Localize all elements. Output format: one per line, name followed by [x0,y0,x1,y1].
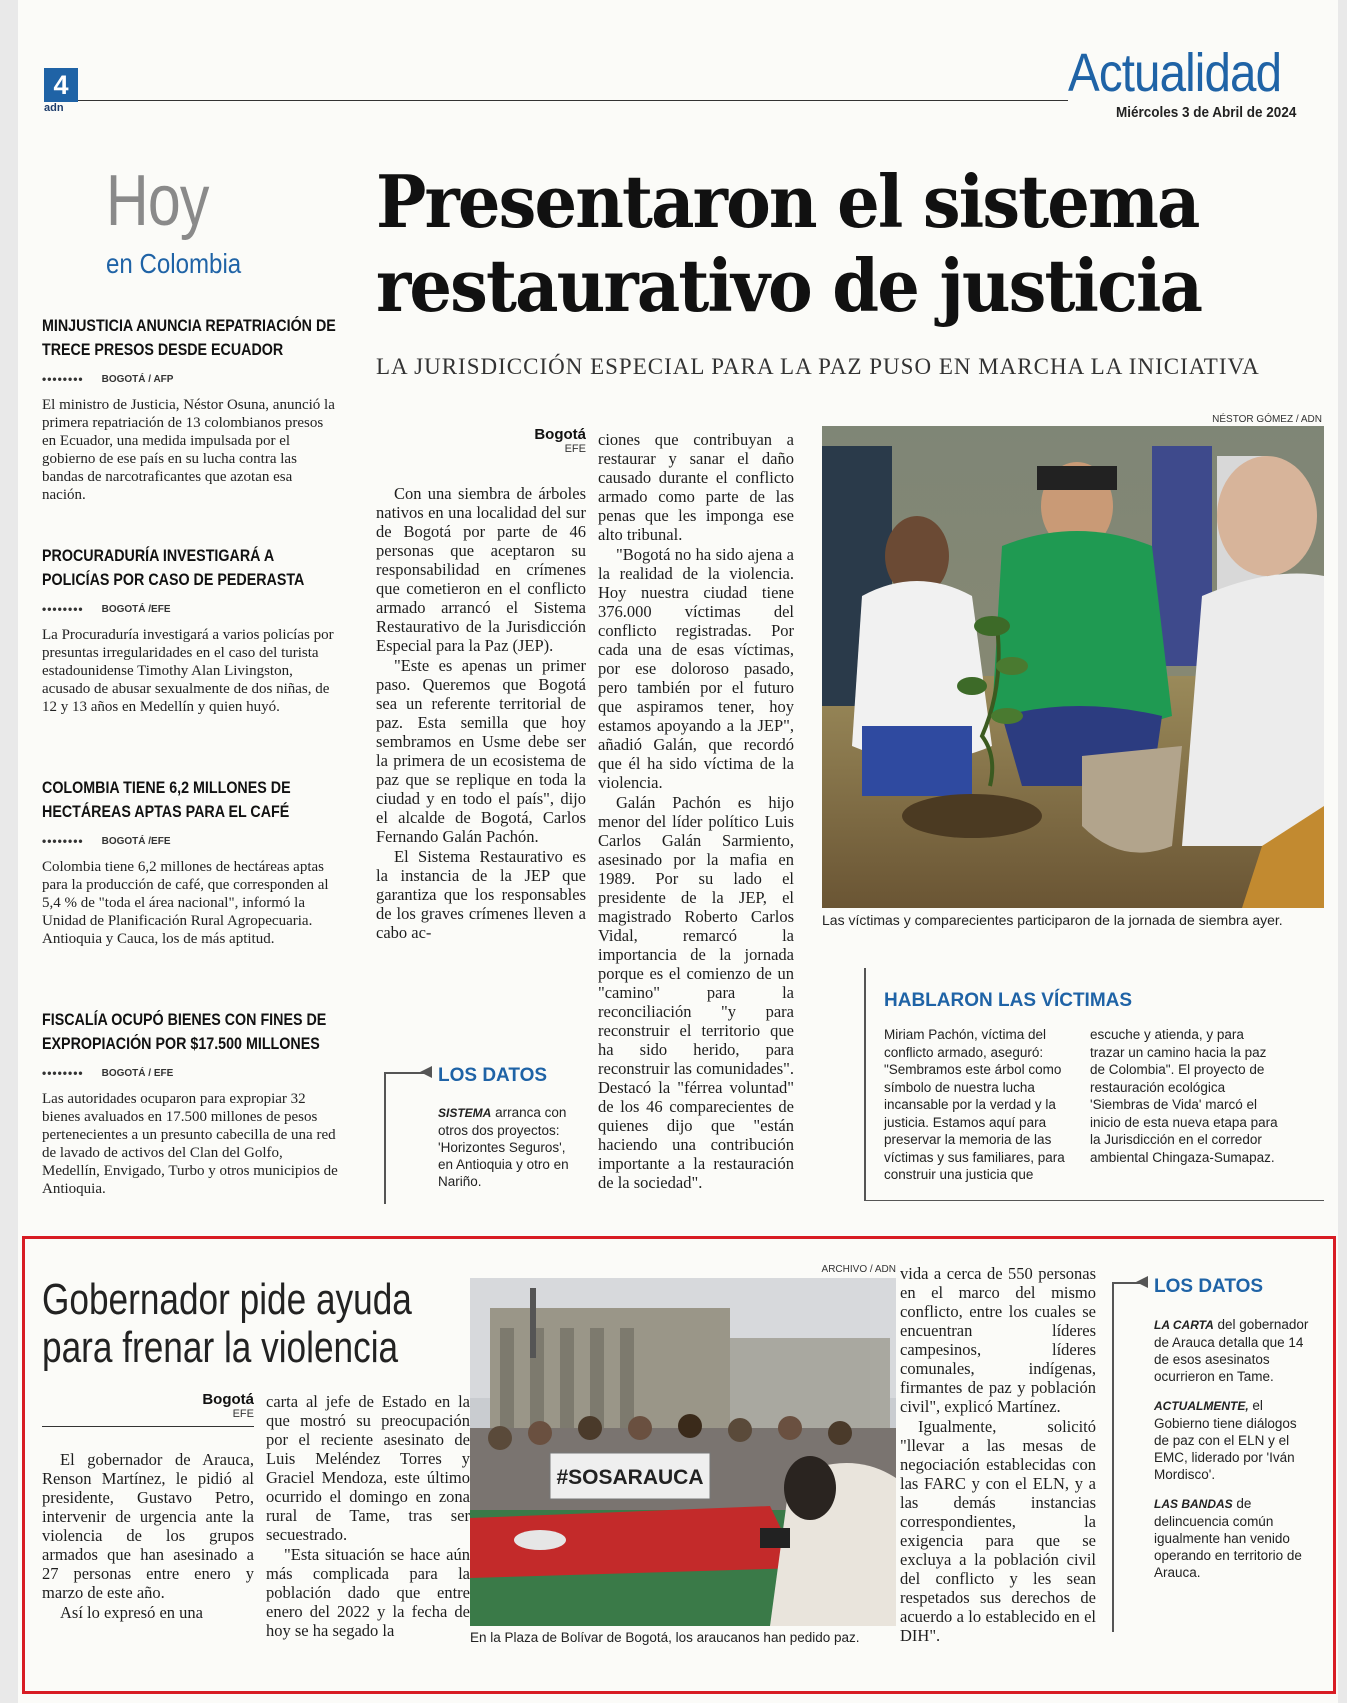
tree-planting-image [822,426,1324,908]
brief-body: Colombia tiene 6,2 millones de hectáreas aptas para la producción de café, que corresponden al 5,4 % de "toda el área nacional", informó la Unidad de Planificación Rural Agropecuaria. Antioquia y Cauca, los de más aptitud. [42,859,329,947]
datos-rule [384,1072,424,1074]
second-headline-line: Gobernador pide ayuda [42,1275,412,1324]
hablaron-column: Miriam Pachón, víctima del conflicto armado, aseguró: "Sembramos este árbol como símbolo de nuestra lucha incansable por la verdad y la justicia. Estamos aquí para preservar la memoria de las víctimas y sus familiares, para construir una justicia que [884,1027,1065,1182]
brief-item [42,776,338,948]
brief-headline: COLOMBIA TIENE 6,2 MILLONES DE HECTÁREAS APTAS PARA EL CAFÉ [42,778,291,821]
paragraph: Con una siembra de árboles nativos en una localidad del sur de Bogotá por parte de 46 personas que aceptaron su responsabilidad en crímenes que cometieron en el conflicto armado arrancó el Sistema Restaurativo de la Jurisdicción Especial para la Paz (JEP). [376,484,586,655]
paragraph: Igualmente, solicitó "llevar a las mesas de negociación establecidas con las FARC y con el ELN, y a las demás instancias correspondientes, la exigencia para que se excluya a la población civil del conflicto y les sean respetados sus derechos de acuerdo a lo establecido en el DIH". [900,1417,1096,1645]
byline-agency: EFE [232,1408,254,1420]
sidebar-title: Hoy [106,161,209,241]
brief-item [42,544,338,716]
article-column [900,1264,1096,1646]
issue-date: Miércoles 3 de Abril de 2024 [1116,104,1297,121]
brand-logo: adn [44,102,64,114]
brief-item [42,314,338,504]
hablaron-column: escuche y atienda, y para trazar un camino hacia la paz de Colombia". El proyecto de restauración ecológica 'Siembras de Vida' marcó el inicio de esta nueva etapa para la Jurisdicción en el corredor ambiental Chingaza-Sumapaz. [1090,1027,1278,1165]
datos-text: el Gobierno tiene diálogos de paz con el ELN y el EMC, liderado por 'Iván Mordisco'. [1154,1398,1297,1482]
datos-text: arranca con otros dos proyectos: 'Horizontes Seguros', en Antioquia y otro en Nariño. [438,1105,569,1189]
brief-headline: PROCURADURÍA INVESTIGARÁ A POLICÍAS POR CASO DE PEDERASTA [42,546,305,589]
article-column [266,1392,470,1641]
article-column [376,484,586,943]
main-photo [822,426,1324,908]
datos-heading: LOS DATOS [1154,1276,1264,1297]
page-number: 4 [44,68,78,102]
brief-source: BOGOTÁ /EFE [101,603,171,615]
datos-heading: LOS DATOS [438,1065,548,1086]
second-photo [470,1278,896,1626]
datos-item [1154,1397,1310,1483]
brief-body: La Procuraduría investigará a varios policías por presuntas irregularidades en el caso del turista estadounidense Timothy Alan Livingston, acusado de abusar sexualmente de dos niñas, de 12 y 13 años en Medellín y quien huyó. [42,627,334,715]
datos-lead: ACTUALMENTE, [1154,1399,1249,1413]
brief-body: Las autoridades ocuparon para expropiar 32 bienes avaluados en 17.500 millones de pesos pertenecientes a un presunto cabecilla de una red de lavado de activos del Clan del Golfo, Medellín, Envigado, Turbo y otros municipios de Antioquia. [42,1091,338,1197]
datos-text: de delincuencia común igualmente han venido operando en territorio de Arauca. [1154,1496,1302,1580]
main-headline [376,160,1201,328]
paragraph: "Esta situación se hace aún más complicada para la población dado que entre enero del 2022 y la fecha de hoy se ha segado la [266,1545,470,1640]
photo-caption: Las víctimas y comparecientes participaron de la jornada de siembra ayer. [822,912,1283,928]
paragraph: Así lo expresó en una [60,1603,203,1622]
datos-rule [1112,1282,1114,1632]
dotted-marker-icon: •••••••• [42,602,84,616]
datos-item [1154,1495,1310,1581]
hablaron-rule [864,968,866,1200]
datos-body [438,1104,574,1190]
main-headline-line: restaurativo de justicia [376,243,1202,328]
brief-body: El ministro de Justicia, Néstor Osuna, anunció la primera repatriación de 13 colombianos presos en Ecuador, una medida impulsada por el gobierno de ese país en su lucha contra las bandas de narcotraficantes que azotan esa nación. [42,397,335,503]
hablaron-heading: HABLARON LAS VÍCTIMAS [884,990,1133,1011]
paragraph: Galán Pachón es hijo menor del líder político Luis Carlos Galán Sarmiento, asesinado por la mafia en 1989. Por su lado el presidente de la JEP, el magistrado Roberto Carlos Vidal, remarcó la importancia de la jornada porque es el comienzo de un "camino" para la reconciliación "y para reconstruir el territorio que ha sido herido, para reconstruir las comunidades". Destacó la "férrea voluntad" de los 46 comparecientes de quienes dijo que "están haciendo una contribución importante a la restauración de la sociedad". [598,793,794,1192]
article-column [42,1450,254,1623]
article-column [598,430,794,1193]
photo-credit: ARCHIVO / ADN [821,1264,896,1275]
byline-rule [42,1426,254,1427]
dotted-marker-icon: •••••••• [42,372,84,386]
datos-item [1154,1316,1310,1385]
sidebar-subtitle: en Colombia [106,248,242,279]
brief-source: BOGOTÁ / AFP [101,373,174,385]
hablaron-rule [864,1200,1324,1201]
newspaper-page [18,0,1338,1703]
protest-image [470,1278,896,1626]
byline-city: Bogotá [202,1391,254,1408]
datos-rule [384,1072,388,1204]
brief-headline: MINJUSTICIA ANUNCIA REPATRIACIÓN DE TRECE PRESOS DESDE ECUADOR [42,316,336,359]
header-rule [78,100,1068,101]
paragraph: ciones que contribuyan a restaurar y sanar el daño causado durante el conflicto armado como parte de las penas que les imponga ese alto tribunal. [598,430,794,544]
datos-lead: LA CARTA [1154,1318,1214,1332]
datos-lead: LAS BANDAS [1154,1497,1233,1511]
brief-headline: FISCALÍA OCUPÓ BIENES CON FINES DE EXPROPIACIÓN POR $17.500 MILLONES [42,1010,327,1053]
paragraph: El Sistema Restaurativo es la instancia de la JEP que garantiza que los responsables de los graves crímenes lleven a cabo ac- [376,847,586,942]
paragraph: El gobernador de Arauca, Renson Martínez, le pidió al presidente, Gustavo Petro, intervenir de urgencia ante la violencia de los grupos armados que han asesinado a 27 personas entre enero y marzo de este año. [42,1450,254,1602]
main-headline-line: Presentaron el sistema [376,159,1199,244]
datos-marker-icon [420,1066,432,1078]
second-headline [42,1276,412,1372]
protest-sign-text: #SOSARAUCA [556,1466,704,1489]
dotted-marker-icon: •••••••• [42,1066,84,1080]
byline [464,426,586,455]
paragraph: carta al jefe de Estado en la que mostró su preocupación por el reciente asesinato de Luis Meléndez Torres y Graciel Mendoza, este último ocurrido el domingo en zona rural de Tame, tras ser secuestrado. [266,1392,470,1544]
paragraph: vida a cerca de 550 personas en el marco del mismo conflicto, entre los cuales se encuentran líderes campesinos, líderes comunales, indígenas, firmantes de paz y población civil", explicó Martínez. [900,1264,1096,1416]
datos-text: del gobernador de Arauca detalla que 14 de esos asesinatos ocurrieron en Tame. [1154,1317,1309,1384]
brief-source: BOGOTÁ / EFE [101,1067,174,1079]
dotted-marker-icon: •••••••• [42,834,84,848]
paragraph: "Este es apenas un primer paso. Queremos que Bogotá sea un referente territorial de paz. Esta semilla que hoy sembramos en Usme debe ser la primera de un ecosistema de paz que se replique en toda la ciudad y en todo el país", dijo el alcalde de Bogotá, Carlos Fernando Galán Pachón. [376,656,586,846]
section-title: Actualidad [1068,43,1282,103]
photo-caption: En la Plaza de Bolívar de Bogotá, los araucanos han pedido paz. [470,1630,860,1645]
byline-city: Bogotá [534,426,586,443]
byline [128,1391,254,1420]
brief-source: BOGOTÁ /EFE [101,835,171,847]
datos-list [1154,1316,1310,1581]
paragraph: "Bogotá no ha sido ajena a la realidad de la violencia. Hoy nuestra ciudad tiene 376.000 víctimas del conflicto registradas. Por cada una de esas víctimas, por ese doloroso pasado, pero también por el futuro que aspiramos tener, hoy estamos apoyando a la JEP", añadió Galán, que recordó que él ha sido víctima de la violencia. [598,545,794,792]
datos-lead: SISTEMA [438,1106,492,1120]
brief-item [42,1008,338,1198]
photo-credit: NÉSTOR GÓMEZ / ADN [1212,414,1322,425]
main-dek: LA JURISDICCIÓN ESPECIAL PARA LA PAZ PUSO EN MARCHA LA INICIATIVA [376,354,1260,379]
second-headline-line: para frenar la violencia [42,1323,399,1372]
byline-agency: EFE [564,443,586,455]
